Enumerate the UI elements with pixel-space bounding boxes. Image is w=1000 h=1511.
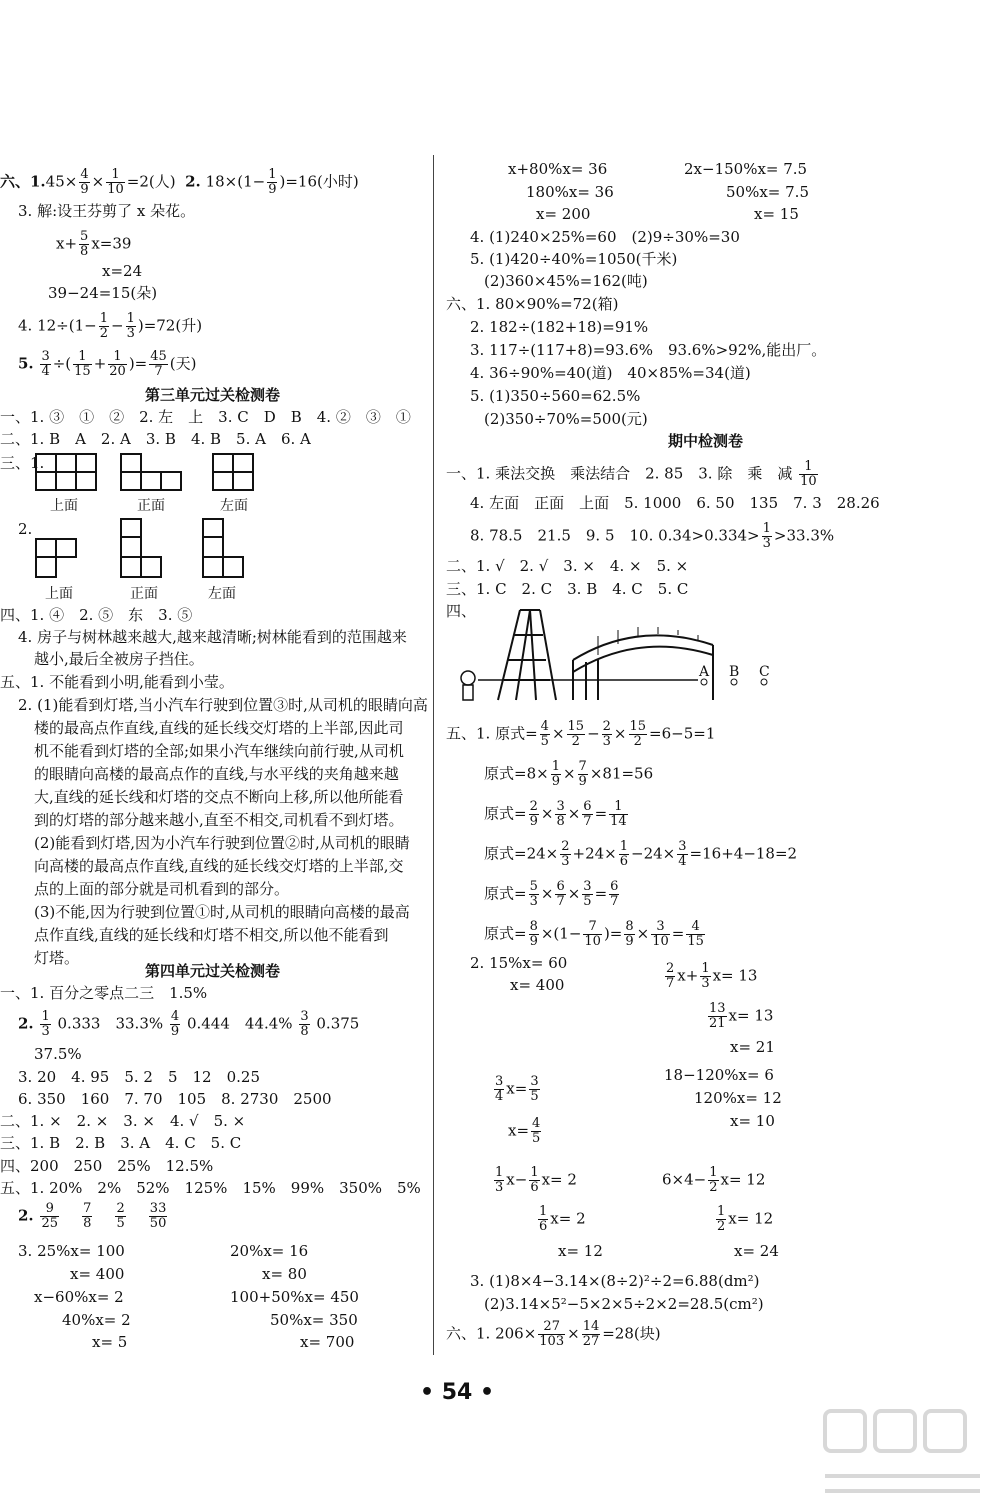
equation: 50%x= 350: [270, 1311, 358, 1329]
answer-line: 四、200 250 25% 12.5%: [0, 1157, 214, 1175]
answer-line: 的眼睛向高楼的最高点作的直线,与水平线的夹角越来越: [34, 765, 399, 783]
equation: 6×4− $\frac{1}{2}$ x= 12: [662, 1165, 766, 1195]
answer-line: (2)能看到灯塔,因为小汽车行驶到位置②时,从司机的眼睛: [34, 834, 410, 852]
answer-line: 4. 12÷(1− $\frac{1}{2}$ − $\frac{1}{3}$ )=72(升): [18, 311, 203, 341]
answer-line: 四、1. ④ 2. ⑤ 东 3. ⑤: [0, 606, 193, 624]
caption: 正面: [137, 498, 165, 514]
caption: 上面: [50, 498, 78, 514]
answer-line: 点作直线,直线的延长线和灯塔不相交,所以他不能看到: [34, 926, 389, 944]
right-column: [438, 0, 998, 1380]
equation: x= 15: [754, 205, 799, 223]
answer-line: 2. 182÷(182+18)=91%: [470, 318, 649, 336]
equation: x−60%x= 2: [34, 1288, 124, 1306]
answer-line: 5. (1)350÷560=62.5%: [470, 387, 641, 405]
answer-line: 五、1. 不能看到小明,能看到小莹。: [0, 673, 234, 691]
equation: 原式=24× $\frac{2}{3}$ +24× $\frac{1}{6}$ −24× $\frac{3}{4}$ =16+4−18=2: [484, 839, 798, 869]
answer-line: 二、1. B A 2. A 3. B 4. B 5. A 6. A: [0, 430, 311, 448]
equation: 原式= $\frac{2}{9}$ × $\frac{3}{8}$ × $\frac{6}{7}$ = $\frac{1}{14}$: [484, 799, 627, 829]
equation: x= $\frac{4}{5}$: [508, 1116, 541, 1146]
equation: 20%x= 16: [230, 1242, 309, 1260]
answer-line: 灯塔。: [34, 949, 80, 967]
equation: $\frac{13}{21}$ x= 13: [709, 1001, 774, 1031]
equation: 180%x= 36: [526, 183, 614, 201]
answer-line: 2.: [18, 520, 33, 538]
caption: 左面: [208, 586, 236, 602]
answer-line: 3. 117÷(117+8)=93.6% 93.6%>92%,能出厂。: [470, 341, 827, 359]
answer-line: 2. $\frac{1}{3}$ 0.333 33.3% $\frac{4}{9}$ 0.444 44.4% $\frac{3}{8}$ 0.375: [18, 1009, 360, 1039]
equation: 3. 25%x= 100: [18, 1242, 125, 1260]
answer-line: 六、1. 206× $\frac{27}{103}$ × $\frac{14}{27}$ =28(块): [446, 1319, 661, 1349]
equation: x= 200: [536, 205, 591, 223]
answer-line: 五、1. 20% 2% 52% 125% 15% 99% 350% 5%: [0, 1179, 421, 1197]
equation: x= 80: [262, 1265, 307, 1283]
answer-line: 点的上面的部分就是司机看到的部分。: [34, 880, 290, 898]
answer-line: 一、1. 百分之零点二三 1.5%: [0, 984, 208, 1002]
equation: 40%x= 2: [62, 1311, 131, 1329]
caption: 上面: [45, 586, 73, 602]
answer-line: 三、1. B 2. B 3. A 4. C 5. C: [0, 1134, 242, 1152]
equation: x= 700: [300, 1333, 355, 1351]
section-title: 第三单元过关检测卷: [145, 386, 281, 404]
point-label: B: [729, 664, 740, 680]
section-title: 第四单元过关检测卷: [145, 962, 281, 980]
answer-line: 楼的最高点作直线,直线的延长线交灯塔的上半部,因此司: [34, 719, 404, 737]
equation: x= 24: [734, 1242, 779, 1260]
equation: x= 400: [510, 976, 565, 994]
answer-line: 二、1. × 2. × 3. × 4. √ 5. ×: [0, 1112, 246, 1130]
point-label: C: [759, 664, 770, 680]
answer-line: 一、1. ③ ① ② 2. 左 上 3. C D B 4. ② ③ ①: [0, 408, 411, 426]
equation: x= 5: [92, 1333, 128, 1351]
answer-line: 4. 房子与树林越来越大,越来越清晰;树林能看到的范围越来: [18, 628, 407, 646]
equation: x=24: [102, 262, 143, 280]
answer-line: (2)3.14×5²−5×2×5÷2×2=28.5(cm²): [484, 1295, 764, 1313]
answer-line: (3)不能,因为行驶到位置①时,从司机的眼睛向高楼的最高: [34, 903, 410, 921]
equation: 50%x= 7.5: [726, 183, 809, 201]
equation: 2x−150%x= 7.5: [684, 160, 808, 178]
equation: x= 21: [730, 1038, 775, 1056]
equation: 18−120%x= 6: [664, 1066, 774, 1084]
answer-line: 向高楼的最高点作直线,直线的延长线交灯塔的上半部,交: [34, 857, 404, 875]
answer-line: (2)360×45%=162(吨): [484, 272, 648, 290]
bridge-ladder-figure: [458, 600, 788, 710]
section-title: 期中检测卷: [668, 432, 744, 450]
equation: 原式= $\frac{8}{9}$ ×(1− $\frac{7}{10}$ )= $\frac{8}{9}$ × $\frac{3}{10}$ = $\frac{4}{15}$: [484, 919, 704, 949]
caption: 左面: [220, 498, 248, 514]
equation: $\frac{1}{6}$ x= 2: [539, 1204, 586, 1234]
equation: x= 12: [558, 1242, 603, 1260]
answer-line: 5. $\frac{3}{4}$ ÷( $\frac{1}{15}$ + $\frac{1}{20}$ )= $\frac{45}{7}$ (天): [18, 349, 197, 379]
answer-line: 2. $\frac{9}{25}$ $\frac{7}{8}$ $\frac{2}{5}$ $\frac{33}{50}$: [18, 1201, 167, 1231]
equation: 100+50%x= 450: [230, 1288, 359, 1306]
point-label: A: [699, 664, 710, 680]
answer-line: 到的灯塔的部分越来越小,直至不相交,司机看不到灯塔。: [34, 811, 404, 829]
answer-line: 3. 解:设王芬剪了 x 朵花。: [18, 202, 196, 220]
answer-line: 2. (1)能看到灯塔,当小汽车行驶到位置③时,从司机的眼睛向高: [18, 696, 428, 714]
equation: $\frac{1}{2}$ x= 12: [717, 1204, 774, 1234]
answer-line: 大,直线的延长线和灯塔的交点不断向上移,所以他所能看: [34, 788, 404, 806]
answer-line: 机不能看到灯塔的全部;如果小汽车继续向前行驶,从司机: [34, 742, 404, 760]
left-column: [0, 0, 430, 1380]
answer-line: 一、1. 乘法交换 乘法结合 2. 85 3. 除 乘 减 $\frac{1}{10}$: [446, 459, 817, 489]
answer-line: 三、1.: [0, 454, 45, 472]
equation: 2. 15%x= 60: [470, 954, 568, 972]
answer-line: 5. (1)420÷40%=1050(千米): [470, 250, 678, 268]
equation: $\frac{1}{3}$ x− $\frac{1}{6}$ x= 2: [495, 1165, 577, 1195]
equation: 120%x= 12: [694, 1089, 782, 1107]
answer-line: 四、: [446, 602, 477, 620]
equation: 五、1. 原式= $\frac{4}{5}$ × $\frac{15}{2}$ − $\frac{2}{3}$ × $\frac{15}{2}$ =6−5=1: [446, 719, 716, 749]
answer-line: 3. (1)8×4−3.14×(8÷2)²÷2=6.88(dm²): [470, 1272, 760, 1290]
answer-line: 越小,最后全被房子挡住。: [34, 650, 204, 668]
column-divider: [433, 155, 434, 1355]
answer-line: 六、1.45× $\frac{4}{9}$ × $\frac{1}{10}$ =2(人) 2. 18×(1− $\frac{1}{9}$ )=16(小时): [0, 167, 359, 197]
equation: x= 400: [70, 1265, 125, 1283]
answer-line: 4. 左面 正面 上面 5. 1000 6. 50 135 7. 3 28.26: [470, 494, 880, 512]
page-number: • 54 •: [420, 1380, 495, 1405]
equation: 原式= $\frac{5}{3}$ × $\frac{6}{7}$ × $\frac{3}{5}$ = $\frac{6}{7}$: [484, 879, 619, 909]
equation: $\frac{3}{4}$ x= $\frac{3}{5}$: [495, 1074, 539, 1104]
equation: x= 10: [730, 1112, 775, 1130]
equation: 39−24=15(朵): [48, 284, 158, 302]
watermark-logo: [815, 1406, 990, 1501]
equation: x+ $\frac{5}{8}$ x=39: [56, 229, 132, 259]
answer-line: 二、1. √ 2. √ 3. × 4. × 5. ×: [446, 557, 689, 575]
answer-line: 4. (1)240×25%=60 (2)9÷30%=30: [470, 228, 740, 246]
equation: 原式=8× $\frac{1}{9}$ × $\frac{7}{9}$ ×81=56: [484, 759, 654, 789]
caption: 正面: [130, 586, 158, 602]
answer-line: 三、1. C 2. C 3. B 4. C 5. C: [446, 580, 689, 598]
answer-line: 6. 350 160 7. 70 105 8. 2730 2500: [18, 1090, 332, 1108]
equation: $\frac{2}{7}$ x+ $\frac{1}{3}$ x= 13: [666, 961, 758, 991]
answer-line: (2)350÷70%=500(元): [484, 410, 648, 428]
answer-line: 3. 20 4. 95 5. 2 5 12 0.25: [18, 1068, 260, 1086]
answer-line: 37.5%: [34, 1045, 82, 1063]
answer-line: 8. 78.5 21.5 9. 5 10. 0.34>0.334> $\frac{1}{3}$ >33.3%: [470, 521, 835, 551]
equation: x+80%x= 36: [508, 160, 608, 178]
answer-line: 4. 36÷90%=40(道) 40×85%=34(道): [470, 364, 751, 382]
answer-line: 六、1. 80×90%=72(箱): [446, 295, 619, 313]
